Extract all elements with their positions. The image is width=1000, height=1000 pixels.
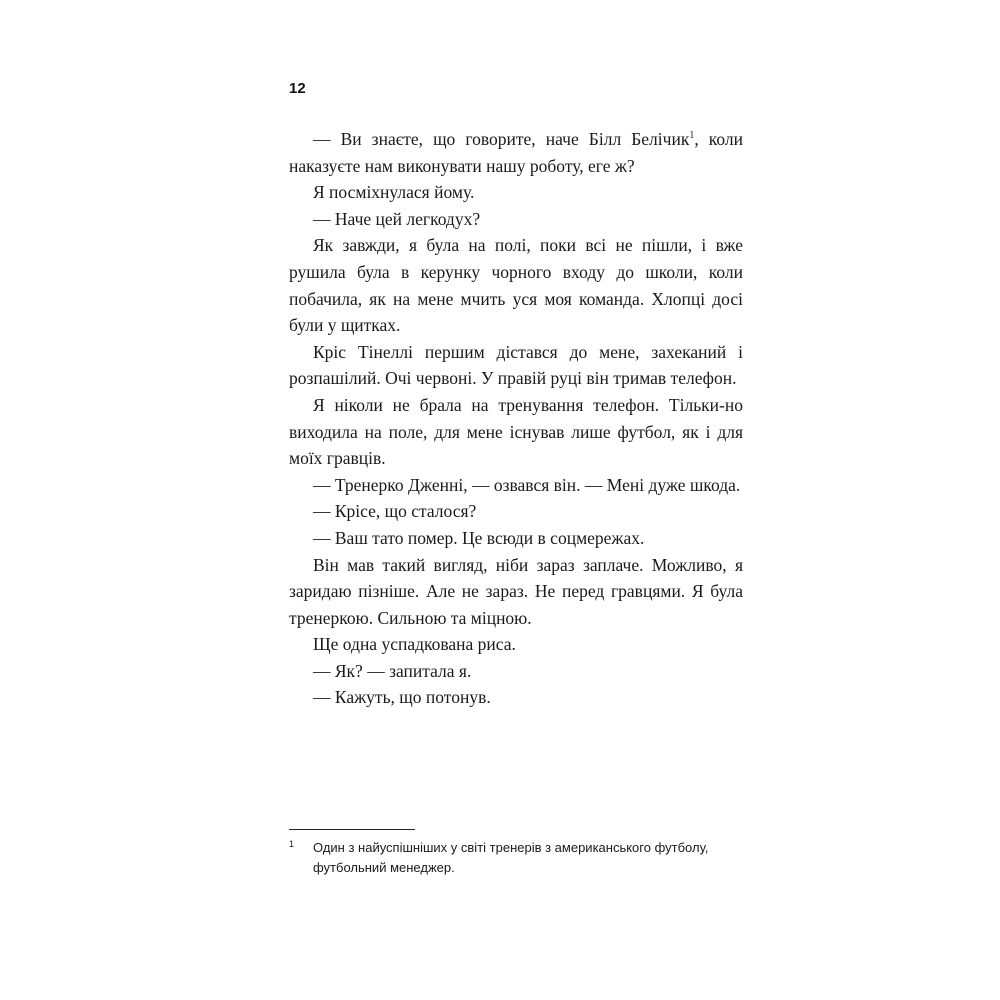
paragraph: Я ніколи не брала на тренування телефон. Тільки-но виходила на поле, для мене існував лише футбол, як і для моїх гравців.: [289, 394, 743, 469]
paragraph: — Ваш тато помер. Це всюди в соцмережах.: [313, 527, 645, 548]
paragraph: — Тренерко Дженні, — озвався він. — Мені дуже шкода.: [313, 474, 741, 495]
paragraph: — Крісе, що сталося?: [313, 501, 477, 522]
footnote: [289, 838, 745, 877]
footnote-divider: [289, 829, 415, 830]
footnote-number: 1: [289, 839, 295, 849]
paragraph: Я посміхнулася йому.: [313, 182, 475, 203]
paragraph: Як завжди, я була на полі, поки всі не пішли, і вже рушила була в керунку чорного входу до школи, коли побачила, як на мене мчить уся моя команда. Хлопці досі були у щитках.: [289, 235, 743, 336]
footnote-reference: 1: [689, 130, 695, 141]
paragraph: Ще одна успадкована риса.: [313, 634, 516, 655]
main-text: [289, 126, 743, 711]
footnote-text: Один з найуспішніших у світі тренерів з американського футболу, футбольний менеджер.: [313, 840, 709, 875]
paragraph: — Кажуть, що потонув.: [313, 687, 491, 708]
paragraph: — Як? — запитала я.: [313, 660, 472, 681]
paragraph-text: — Ви знаєте, що говорите, наче Білл Белічик: [313, 129, 690, 149]
paragraph-text: , коли наказуєте нам виконувати нашу роботу, еге ж?: [289, 129, 744, 176]
paragraph: — Наче цей легкодух?: [313, 208, 481, 229]
paragraph: [289, 126, 743, 179]
paragraph: Кріс Тінеллі першим дістався до мене, захеканий і розпашілий. Очі червоні. У правій руці він тримав телефон.: [289, 341, 743, 389]
paragraph: Він мав такий вигляд, ніби зараз заплаче. Можливо, я заридаю пізніше. Але не зараз. Не перед гравцями. Я була тренеркою. Сильною та міцною.: [289, 554, 743, 628]
page-number: 12: [289, 80, 306, 97]
